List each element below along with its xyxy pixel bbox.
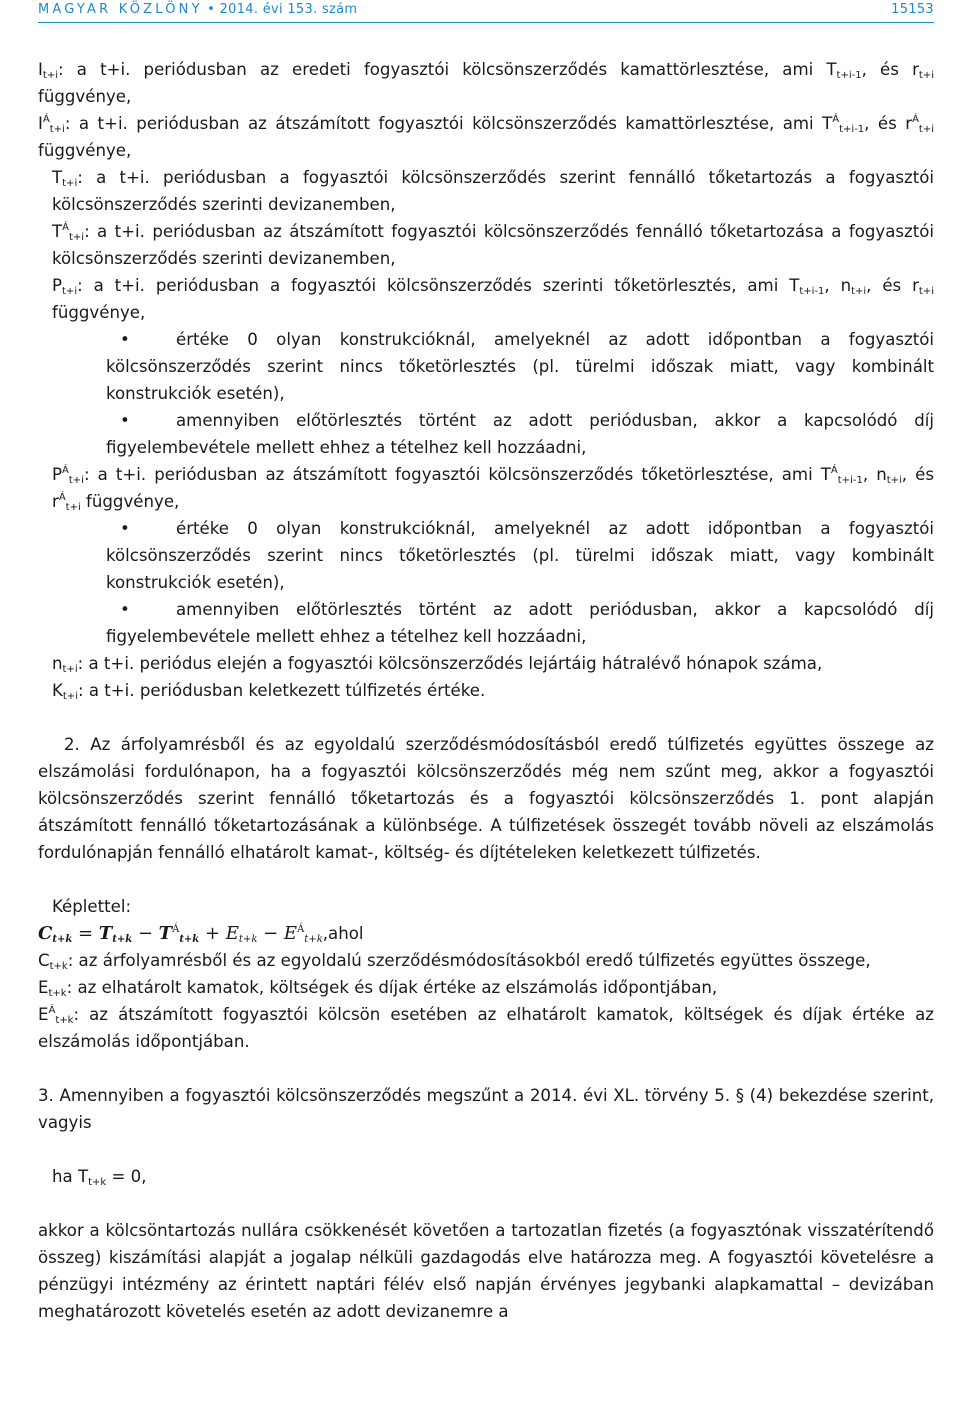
bullet-icon: • (120, 600, 130, 619)
list-item: • amennyiben előtörlesztés történt az adott periódusban, akkor a kapcsolódó díj figyelembevétele mellett ehhez a tételhez kell hozzáadni, (38, 596, 934, 650)
formula: $C_{t+k} = T_{t+k} - T^Á_{t+k} + E_{t+k}$ − $E^Á_{t+k},ahol$ (38, 923, 364, 945)
list-item: • értéke 0 olyan konstrukcióknál, amelyeknél az adott időpontban a fogyasztói kölcsönszerződés szerint nincs tőketörlesztés (pl. türelmi időszak miatt, vagy kombinált konstrukciók esetén), (38, 515, 934, 596)
list-item: • amennyiben előtörlesztés történt az adott periódusban, akkor a kapcsolódó díj figyelembevétele mellett ehhez a tételhez kell hozzáadni, (38, 407, 934, 461)
definition-K: $K_{t+i}$: a t+i. periódusban keletkezett túlfizetés értéke. (52, 681, 486, 702)
header-left (38, 2, 357, 17)
definition-TA: $T^Á_{t+i}$: a t+i. periódusban az átszámított fogyasztói kölcsönszerződés fennálló tőketartozása a fogyasztói kölcsönszerződés szerinti devizanemben, (52, 222, 934, 268)
formula-ahol: ,ahol (322, 924, 364, 943)
section-3-continuation: akkor a kölcsöntartozás nullára csökkenését követően a tartozatlan fizetés (a fogyasztónak visszatérítendő összeg) kiszámítási alapját a jogalap nélküli gazdagodás elve határozza meg. A fogyasztói követelésre a pénzügyi intézmény az érintett naptári félév első napján érvényes jegybanki alapkamattal – devizában meghatározott követelés esetén az adott devizanemre a (38, 1221, 934, 1321)
definition-IA: $I^Á_{t+i}$: a t+i. periódusban az átszámított fogyasztói kölcsönszerződés kamattörlesztése, ami $T^Á_{t+i-1}$, és $r^Á_{t+i}$ függvénye, (38, 114, 934, 160)
document-body (38, 56, 934, 1325)
definition-I: $I_{t+i}$: a t+i. periódusban az eredeti fogyasztói kölcsönszerződés kamattörlesztése, ami $T_{t+i-1}$, és $r_{t+i}$ függvénye, (38, 60, 934, 106)
journal-title: MAGYAR KÖZLÖNY (38, 2, 203, 17)
header-rule (38, 22, 934, 23)
definition-EA: $E^Á_{t+k}$: az átszámított fogyasztói kölcsön esetében az elhatárolt kamatok, költségek és díjak értéke az elszámolás időpontjában. (38, 1005, 934, 1051)
bullet-icon: • (120, 519, 130, 538)
page-number: 15153 (891, 2, 934, 17)
list-item: • értéke 0 olyan konstrukcióknál, amelyeknél az adott időpontban a fogyasztói kölcsönszerződés szerint nincs tőketörlesztés (pl. türelmi időszak miatt, vagy kombinált konstrukciók esetén), (38, 326, 934, 407)
definition-C: $C_{t+k}$: az árfolyamrésből és az egyoldalú szerződésmódosításokból eredő túlfizetés együttes összege, (38, 951, 871, 972)
definition-E: $E_{t+k}$: az elhatárolt kamatok, költségek és díjak értéke az elszámolás időpontjában, (38, 978, 718, 999)
definition-P: $P_{t+i}$: a t+i. periódusban a fogyasztói kölcsönszerződés szerinti tőketörlesztés, ami $T_{t+i-1}$, $n_{t+i}$, és $r_{t+i}$ függvénye, (52, 276, 934, 322)
definition-n: $n_{t+i}$: a t+i. periódus elején a fogyasztói kölcsönszerződés lejártáig hátralévő hónapok száma, (52, 654, 823, 675)
section-3-paragraph: 3. Amennyiben a fogyasztói kölcsönszerződés megszűnt a 2014. évi XL. törvény 5. § (4) bekezdése szerint, vagyis (38, 1086, 934, 1132)
formula-label: Képlettel: (52, 897, 132, 916)
page-header (38, 0, 934, 26)
bullet-icon: • (120, 330, 130, 349)
bullet-icon: • (120, 411, 130, 430)
condition: ha $T_{t+k} = 0$, (52, 1167, 147, 1188)
definition-T: $T_{t+i}$: a t+i. periódusban a fogyasztói kölcsönszerződés szerint fennálló tőketartozás a fogyasztói kölcsönszerződés szerinti devizanemben, (52, 168, 934, 214)
definition-PA: $P^Á_{t+i}$: a t+i. periódusban az átszámított fogyasztói kölcsönszerződés tőketörlesztése, ami $T^Á_{t+i-1}$, $n_{t+i}$, és $r^Á_{t+i}$ függvénye, (52, 465, 934, 513)
issue-number: 2014. évi 153. szám (219, 2, 358, 17)
section-2-paragraph: 2. Az árfolyamrésből és az egyoldalú szerződésmódosításból eredő túlfizetés együttes összege az elszámolási fordulónapon, ha a fogyasztói kölcsönszerződés még nem szűnt meg, akkor a fogyasztói kölcsönszerződés szerint fennálló tőketartozás és a fogyasztói kölcsönszerződés 1. pont alapján átszámított fennálló tőketartozásának a különbsége. A túlfizetések összegét tovább növeli az elszámolás fordulónapján fennálló elhatárolt kamat-, költség- és díjtételeken keletkezett túlfizetés. (38, 735, 934, 862)
header-separator: • (207, 2, 220, 17)
